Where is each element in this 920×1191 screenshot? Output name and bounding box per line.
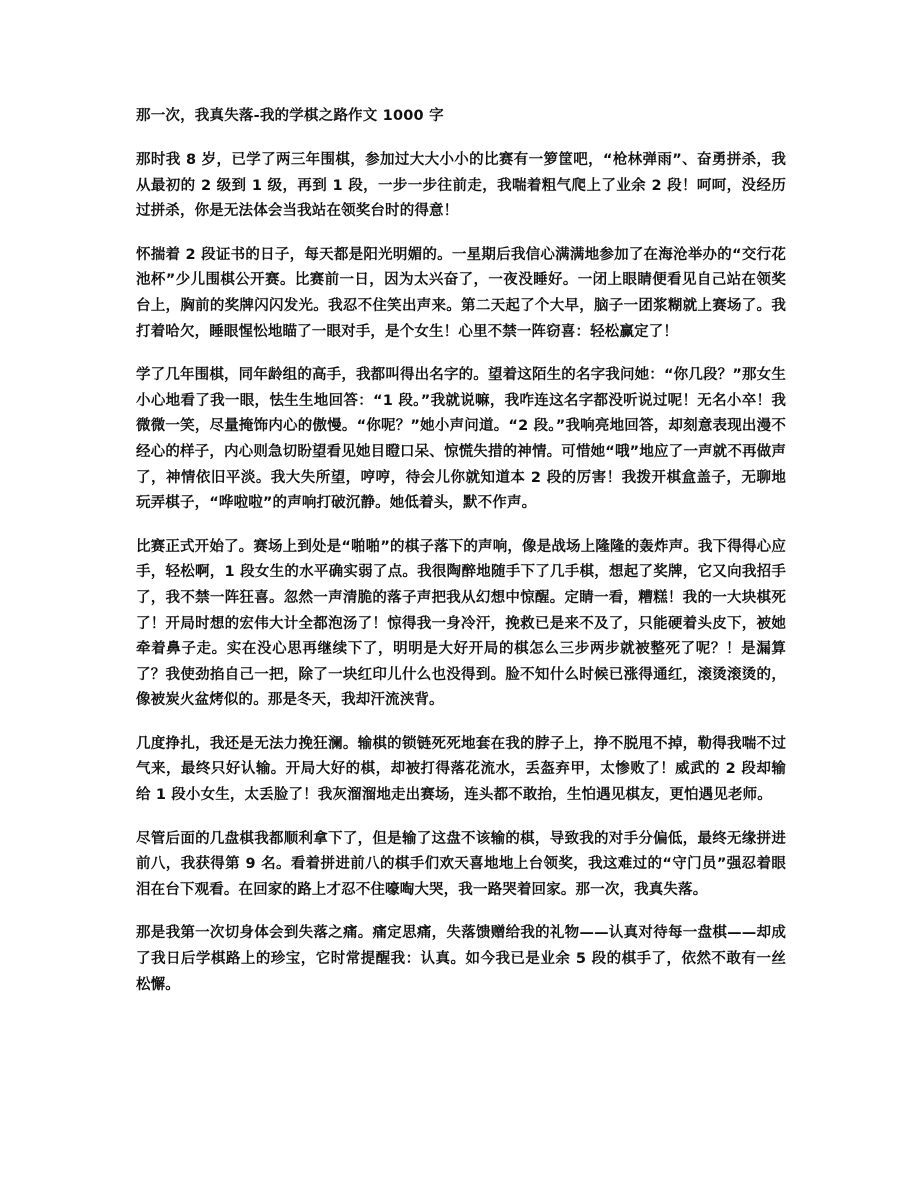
paragraph-6: 尽管后面的几盘棋我都顺利拿下了，但是输了这盘不该输的棋，导致我的对手分偏低，最终无缘拼进前八，我获得第 9 名。看着拼进前八的棋手们欢天喜地地上台领奖，我这难过的“守门员”强忍着眼泪在台下观看。在回家的路上才忍不住嚎啕大哭，我一路哭着回家。那一次，我真失落。: [136, 830, 786, 898]
paragraph-4: 比赛正式开始了。赛场上到处是“啪啪”的棋子落下的声响，像是战场上隆隆的轰炸声。我下得得心应手，轻松啊，1 段女生的水平确实弱了点。我很陶醉地随手下了几手棋，想起了奖牌，它又向我招手了，我不禁一阵狂喜。忽然一声清脆的落子声把我从幻想中惊醒。定睛一看，糟糕！我的一大块棋死了！开局时想的宏伟大计全都泡汤了！惊得我一身冷汗，挽救已是来不及了，只能硬着头皮下，被她牵着鼻子走。实在没心思再继续下了，明明是大好开局的棋怎么三步两步就被整死了呢？！是漏算了？我使劲掐自己一把，除了一块红印儿什么也没得到。脸不知什么时候已涨得通红，滚烫滚烫的，像被炭火盆烤似的。那是冬天，我却汗流浃背。: [136, 538, 786, 709]
paragraph-5: 几度挣扎，我还是无法力挽狂澜。输棋的锁链死死地套在我的脖子上，挣不脱甩不掉，勒得我喘不过气来，最终只好认输。开局大好的棋，却被打得落花流水，丢盔弃甲，太惨败了！威武的 2 段却输给 1 段小女生，太丢脸了！我灰溜溜地走出赛场，连头都不敢抬，生怕遇见棋友，更怕遇见老师。: [136, 735, 786, 804]
paragraph-3: 学了几年围棋，同年龄组的高手，我都叫得出名字的。望着这陌生的名字我问她：“你几段？”那女生小心地看了我一眼，怯生生地回答：“1 段。”我就说嘛，我咋连这名字都没听说过呢！无名小卒！我微微一笑，尽量掩饰内心的傲慢。“你呢？”她小声问道。“2 段。”我响亮地回答，却刻意表现出漫不经心的样子，内心则急切盼望看见她目瞪口呆、惊慌失措的神情。可惜她“哦”地应了一声就不再做声了，神情依旧平淡。我大失所望，哼哼，待会儿你就知道本 2 段的厉害！我拨开棋盒盖子，无聊地玩弄棋子，“哗啦啦”的声响打破沉静。她低着头，默不作声。: [136, 367, 786, 512]
paragraph-7: 那是我第一次切身体会到失落之痛。痛定思痛，失落馈赠给我的礼物——认真对待每一盘棋——却成了我日后学棋路上的珍宝，它时常提醒我：认真。如今我已是业余 5 段的棋手了，依然不敢有一丝松懈。: [136, 925, 786, 993]
document-content: [136, 104, 786, 1016]
document-title: 那一次，我真失落-我的学棋之路作文 1000 字: [136, 108, 444, 124]
paragraph-2: 怀揣着 2 段证书的日子，每天都是阳光明媚的。一星期后我信心满满地参加了在海沧举办的“交行花池杯”少儿围棋公开赛。比赛前一日，因为太兴奋了，一夜没睡好。一闭上眼睛便看见自己站在领奖台上，胸前的奖牌闪闪发光。我忍不住笑出声来。第二天起了个大早，脑子一团浆糊就上赛场了。我打着哈欠，睡眼惺忪地瞄了一眼对手，是个女生！心里不禁一阵窃喜：轻松赢定了！: [136, 246, 786, 340]
paragraph-1: 那时我 8 岁，已学了两三年围棋，参加过大大小小的比赛有一箩筐吧，“枪林弹雨”、奋勇拼杀，我从最初的 2 级到 1 级，再到 1 段，一步一步往前走，我喘着粗气爬上了业余 2 段！呵呵，没经历过拼杀，你是无法体会当我站在领奖台时的得意！: [136, 152, 786, 220]
